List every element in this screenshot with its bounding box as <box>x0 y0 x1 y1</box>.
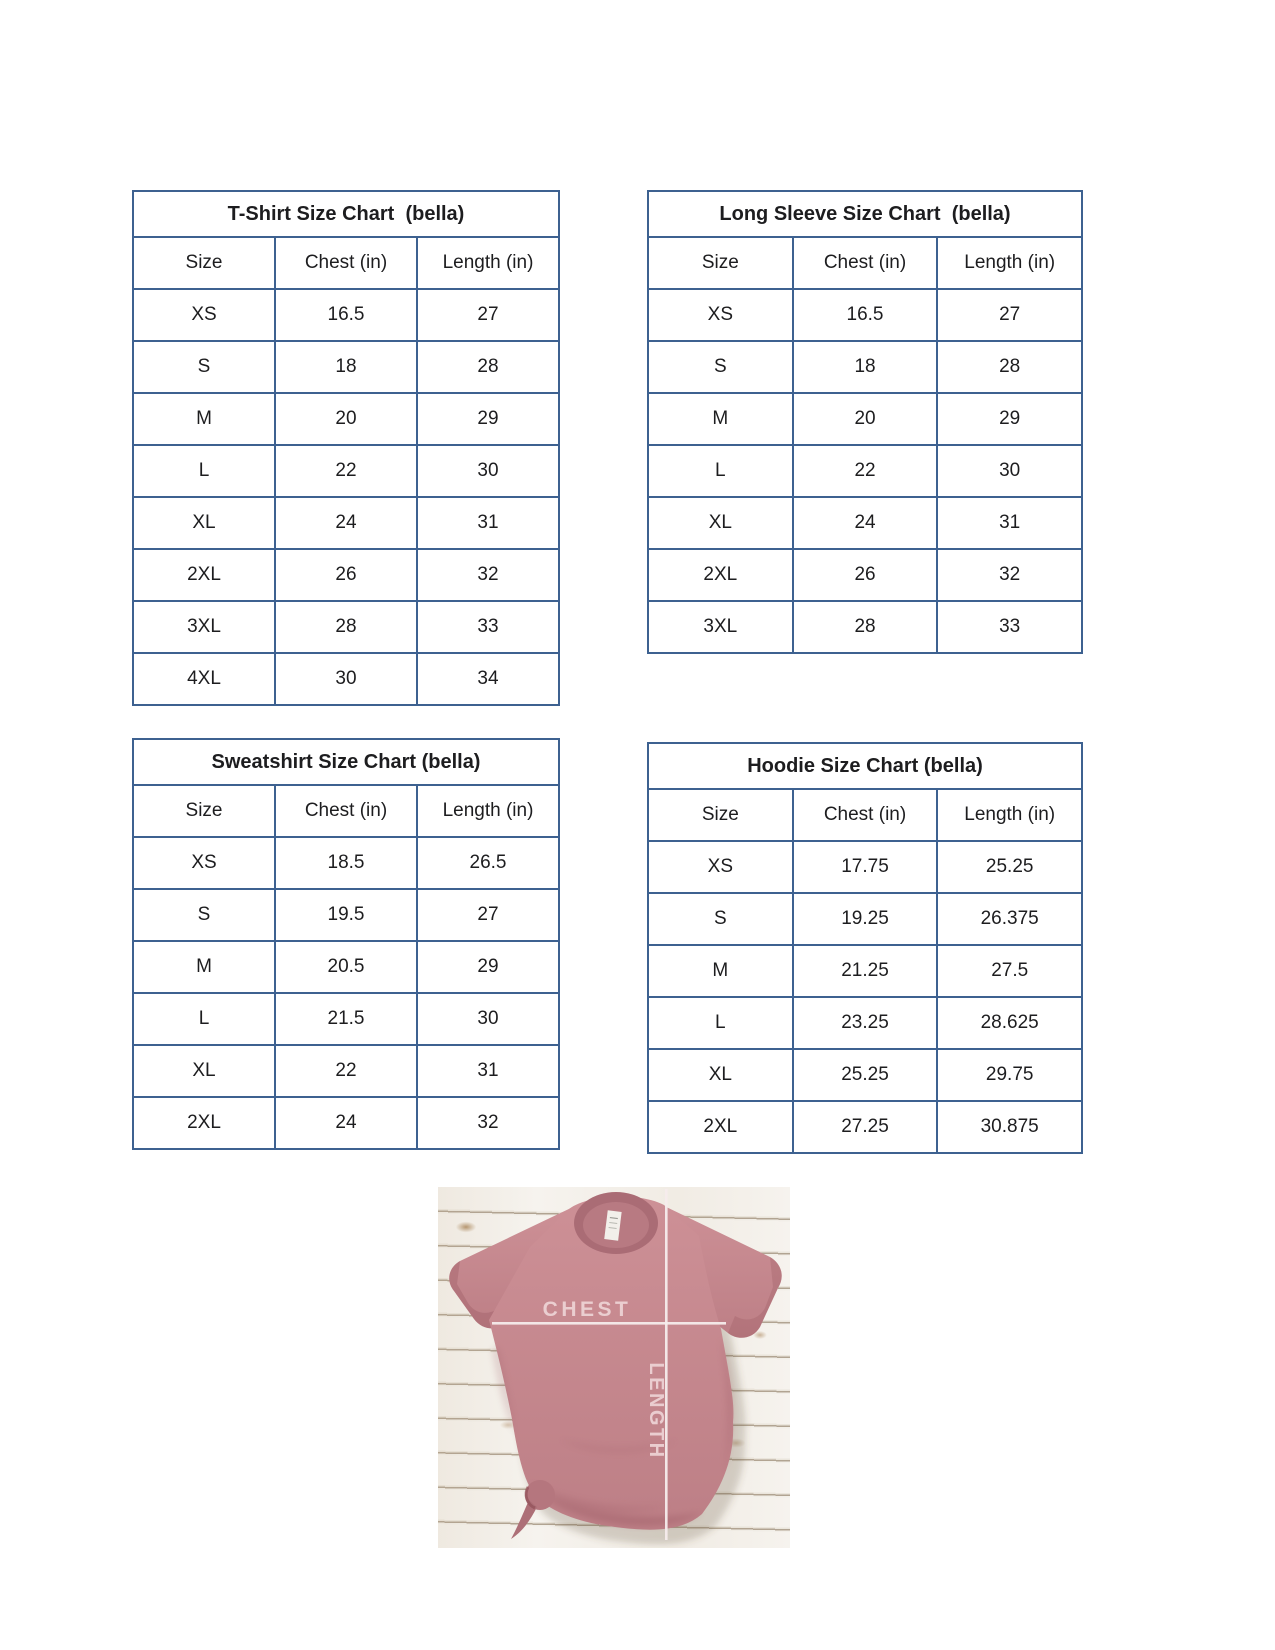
table-row <box>134 394 558 446</box>
size-table-sweatshirt <box>132 738 560 1150</box>
length-cell: 33 <box>999 616 1021 637</box>
length-label: LENGTH <box>645 1362 667 1460</box>
length-cell: 26.5 <box>469 852 507 873</box>
length-cell: 31 <box>477 512 499 533</box>
size-cell: 2XL <box>134 550 276 600</box>
length-cell: 28.625 <box>980 1012 1039 1033</box>
chest-cell: 18 <box>794 342 939 392</box>
size-cell: XS <box>649 842 794 892</box>
table-row <box>649 894 1081 946</box>
table-row <box>649 602 1081 652</box>
chest-measure-line <box>492 1322 726 1325</box>
column-header-chest: Chest (in) <box>794 238 939 288</box>
size-cell: S <box>134 890 276 940</box>
chest-cell: 19.25 <box>794 894 939 944</box>
size-cell: XL <box>649 498 794 548</box>
table-header-row <box>134 238 558 290</box>
chest-cell: 20 <box>794 394 939 444</box>
chest-cell: 27.25 <box>794 1102 939 1152</box>
size-cell: XL <box>649 1050 794 1100</box>
column-header-size: Size <box>649 790 794 840</box>
table-row <box>649 550 1081 602</box>
chest-cell: 30 <box>276 654 418 704</box>
chest-cell: 18.5 <box>276 838 418 888</box>
length-cell: 28 <box>999 356 1021 377</box>
table-row <box>649 498 1081 550</box>
chest-cell: 28 <box>276 602 418 652</box>
table-row <box>134 654 558 704</box>
size-cell: M <box>134 394 276 444</box>
table-row <box>134 602 558 654</box>
size-cell: XL <box>134 498 276 548</box>
chest-cell: 19.5 <box>276 890 418 940</box>
table-row <box>649 946 1081 998</box>
column-header-size: Size <box>134 786 276 836</box>
length-cell: 30.875 <box>980 1116 1039 1137</box>
column-header-length: Length (in) <box>964 804 1056 825</box>
table-row <box>649 290 1081 342</box>
table-title: Hoodie Size Chart (bella) <box>649 744 1081 790</box>
size-cell: XL <box>134 1046 276 1096</box>
table-row <box>649 842 1081 894</box>
chest-cell: 20 <box>276 394 418 444</box>
length-cell: 27 <box>999 304 1021 325</box>
chest-cell: 25.25 <box>794 1050 939 1100</box>
size-cell: L <box>649 446 794 496</box>
length-cell: 27 <box>477 904 499 925</box>
size-cell: 2XL <box>649 550 794 600</box>
product-photo <box>438 1187 790 1548</box>
length-cell: 31 <box>999 512 1021 533</box>
chest-cell: 26 <box>276 550 418 600</box>
length-cell: 32 <box>477 564 499 585</box>
size-cell: 4XL <box>134 654 276 704</box>
size-cell: S <box>649 342 794 392</box>
table-row <box>134 890 558 942</box>
table-row <box>134 342 558 394</box>
size-cell: S <box>649 894 794 944</box>
chest-cell: 24 <box>794 498 939 548</box>
length-cell: 32 <box>999 564 1021 585</box>
length-cell: 29 <box>999 408 1021 429</box>
table-title: T-Shirt Size Chart (bella) <box>134 192 558 238</box>
table-row <box>649 342 1081 394</box>
tshirt-flatlay-graphic <box>438 1187 790 1548</box>
column-header-length: Length (in) <box>442 800 534 821</box>
size-cell: L <box>134 994 276 1044</box>
table-row <box>649 1102 1081 1152</box>
table-row <box>134 994 558 1046</box>
chest-cell: 16.5 <box>276 290 418 340</box>
size-table-hoodie <box>647 742 1083 1154</box>
length-cell: 25.25 <box>985 856 1034 877</box>
length-cell: 32 <box>477 1112 499 1133</box>
table-header-row <box>134 786 558 838</box>
size-cell: 2XL <box>649 1102 794 1152</box>
table-header-row <box>649 790 1081 842</box>
table-row <box>134 1046 558 1098</box>
length-cell: 26.375 <box>980 908 1039 929</box>
table-row <box>649 998 1081 1050</box>
size-cell: XS <box>134 290 276 340</box>
chest-cell: 17.75 <box>794 842 939 892</box>
length-cell: 27.5 <box>991 960 1029 981</box>
size-cell: L <box>649 998 794 1048</box>
chest-cell: 18 <box>276 342 418 392</box>
size-cell: 3XL <box>134 602 276 652</box>
chest-cell: 21.5 <box>276 994 418 1044</box>
length-cell: 30 <box>999 460 1021 481</box>
length-cell: 27 <box>477 304 499 325</box>
column-header-length: Length (in) <box>964 252 1056 273</box>
size-table-long-sleeve <box>647 190 1083 654</box>
chest-cell: 24 <box>276 1098 418 1148</box>
table-row <box>134 550 558 602</box>
table-row <box>649 446 1081 498</box>
length-cell: 31 <box>477 1060 499 1081</box>
length-cell: 29 <box>477 956 499 977</box>
size-cell: XS <box>134 838 276 888</box>
chest-cell: 22 <box>794 446 939 496</box>
chest-cell: 16.5 <box>794 290 939 340</box>
length-cell: 30 <box>477 1008 499 1029</box>
length-cell: 29 <box>477 408 499 429</box>
size-cell: S <box>134 342 276 392</box>
column-header-chest: Chest (in) <box>276 786 418 836</box>
length-cell: 29.75 <box>985 1064 1034 1085</box>
table-row <box>649 394 1081 446</box>
column-header-size: Size <box>649 238 794 288</box>
size-cell: M <box>134 942 276 992</box>
table-row <box>134 498 558 550</box>
chest-cell: 20.5 <box>276 942 418 992</box>
table-row <box>134 942 558 994</box>
chest-cell: 21.25 <box>794 946 939 996</box>
table-title: Long Sleeve Size Chart (bella) <box>649 192 1081 238</box>
length-cell: 34 <box>477 668 499 689</box>
length-cell: 28 <box>477 356 499 377</box>
size-cell: L <box>134 446 276 496</box>
size-cell: 2XL <box>134 1098 276 1148</box>
table-title: Sweatshirt Size Chart (bella) <box>134 740 558 786</box>
size-cell: M <box>649 946 794 996</box>
size-cell: 3XL <box>649 602 794 652</box>
chest-cell: 23.25 <box>794 998 939 1048</box>
column-header-chest: Chest (in) <box>276 238 418 288</box>
chest-cell: 24 <box>276 498 418 548</box>
size-cell: M <box>649 394 794 444</box>
table-row <box>134 838 558 890</box>
chest-cell: 28 <box>794 602 939 652</box>
chest-cell: 22 <box>276 1046 418 1096</box>
table-row <box>134 290 558 342</box>
table-header-row <box>649 238 1081 290</box>
chest-label: CHEST <box>542 1298 632 1321</box>
length-cell: 30 <box>477 460 499 481</box>
column-header-length: Length (in) <box>442 252 534 273</box>
table-row <box>134 446 558 498</box>
chest-cell: 22 <box>276 446 418 496</box>
column-header-size: Size <box>134 238 276 288</box>
length-cell: 33 <box>477 616 499 637</box>
size-table-tshirt <box>132 190 560 706</box>
table-row <box>134 1098 558 1148</box>
chest-cell: 26 <box>794 550 939 600</box>
size-cell: XS <box>649 290 794 340</box>
column-header-chest: Chest (in) <box>794 790 939 840</box>
table-row <box>649 1050 1081 1102</box>
